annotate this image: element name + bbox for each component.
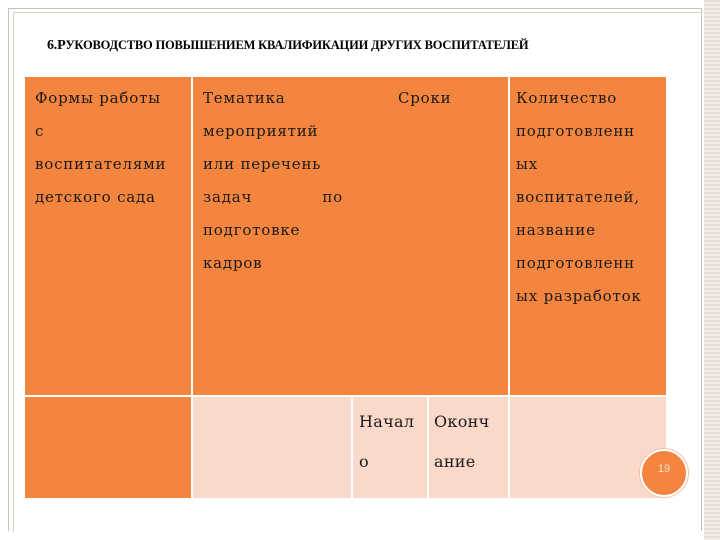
title-rest: УКОВОДСТВО ПОВЫШЕНИЕМ КВАЛИФИКАЦИИ ДРУГИХ ВОСПИТАТЕЛЕЙ: [65, 38, 529, 52]
header-line: Количество: [516, 89, 618, 107]
table-divider: [351, 397, 353, 498]
header-line: Тематика: [203, 89, 286, 107]
decorative-side-stripe: [704, 0, 720, 540]
header-line: детского сада: [35, 188, 156, 206]
header-line: ых разработок: [516, 287, 642, 305]
title-lead: 6.Р: [47, 38, 66, 53]
header-forms-of-work: [35, 82, 166, 214]
header-word: по: [322, 188, 343, 206]
header-topics: [203, 82, 343, 280]
header-line: [203, 181, 343, 214]
header-deadlines: [398, 82, 451, 115]
table-divider: [25, 395, 666, 397]
subheader-end: [434, 402, 490, 482]
slide-title: [47, 38, 528, 54]
table-divider: [427, 397, 429, 498]
header-line: ых: [516, 155, 538, 173]
subheader-line: Оконч: [434, 412, 490, 431]
table-divider: [191, 77, 193, 498]
subheader-line: Начал: [359, 412, 415, 431]
header-line: Сроки: [398, 89, 452, 107]
header-line: с: [35, 122, 45, 140]
header-line: мероприятий: [203, 122, 319, 140]
header-line: или перечень: [203, 155, 322, 173]
header-line: подготовленн: [516, 254, 635, 272]
table-cell-forms: [25, 397, 191, 498]
subheader-line: ание: [434, 452, 476, 471]
header-line: подготовленн: [516, 122, 635, 140]
page-number: 19: [657, 463, 671, 475]
header-word: задач: [203, 188, 253, 206]
header-line: воспитателями: [35, 155, 167, 173]
table-subheader-row: [193, 397, 666, 498]
subheader-start: [359, 402, 414, 482]
qualification-table: [25, 77, 666, 498]
header-line: кадров: [203, 254, 263, 272]
header-line: воспитателей,: [516, 188, 640, 206]
header-line: название: [516, 221, 596, 239]
header-line: Формы работы: [35, 89, 161, 107]
page-number-badge: [640, 449, 688, 497]
header-line: подготовке: [203, 221, 301, 239]
subheader-line: о: [359, 452, 369, 471]
header-quantity: [516, 82, 642, 313]
table-divider: [508, 77, 510, 498]
